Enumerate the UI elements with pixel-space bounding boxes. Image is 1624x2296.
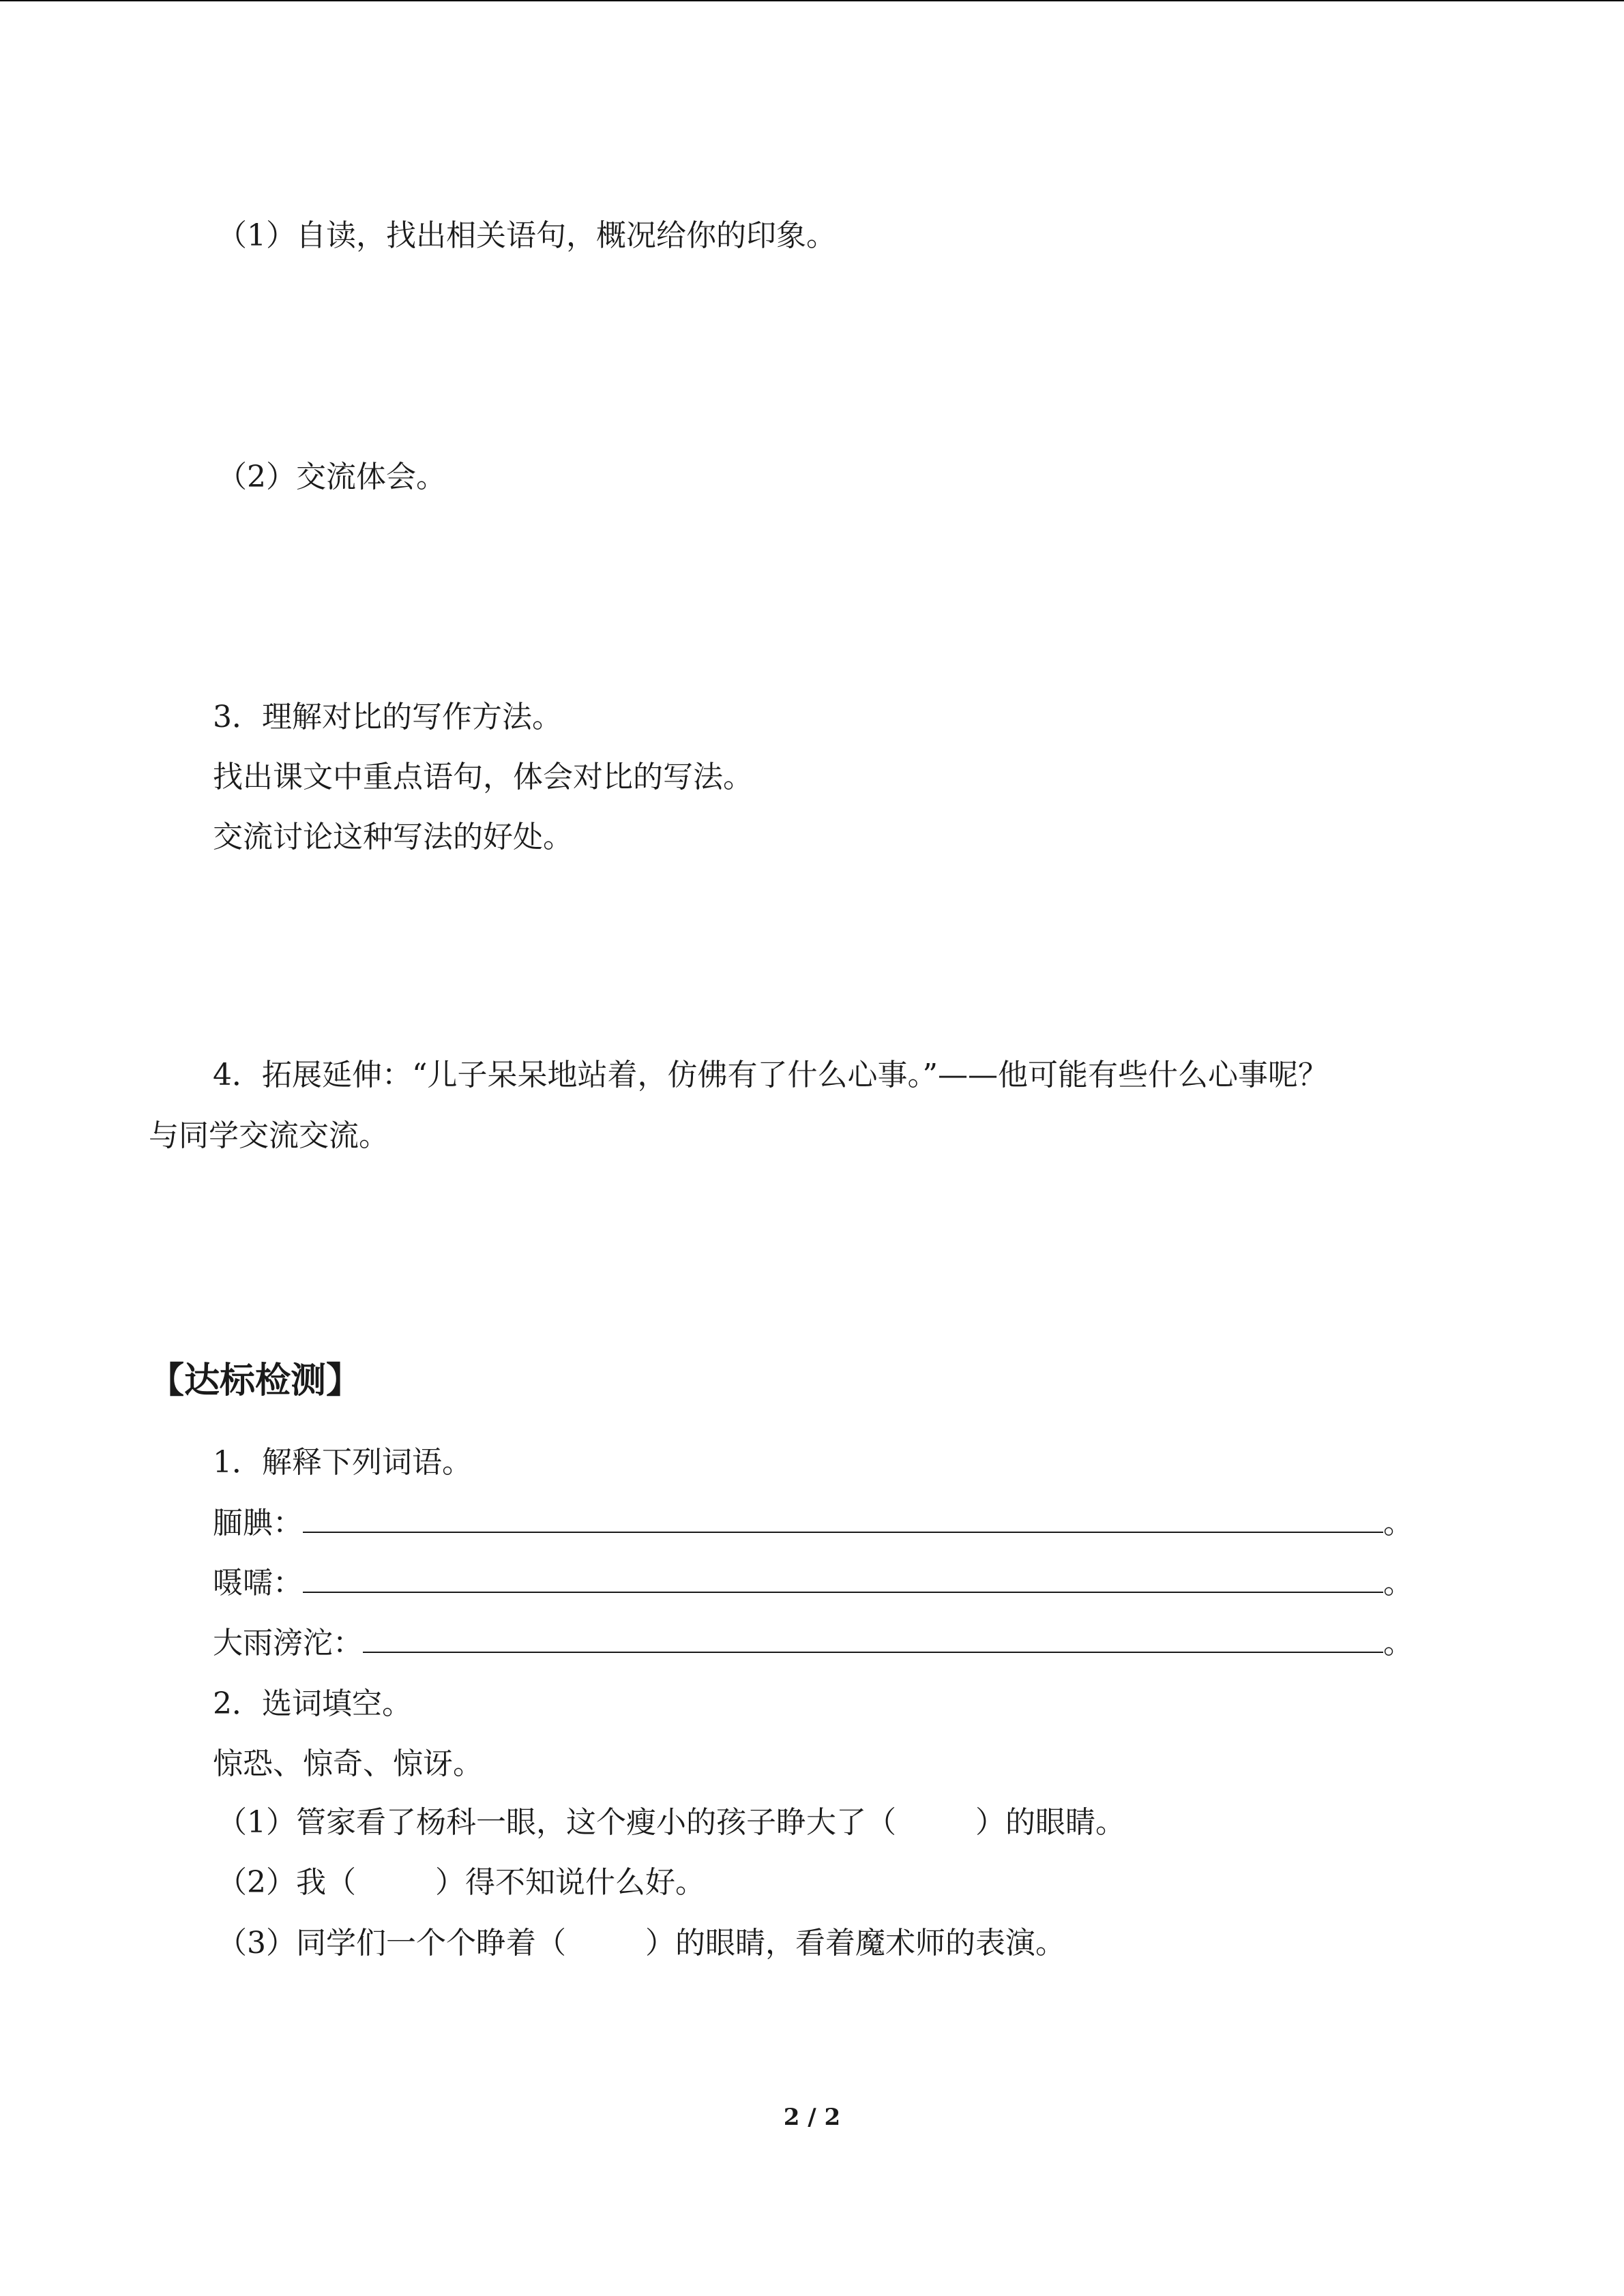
fill-sentence — [217, 1862, 705, 1903]
task-item-1: （1）自读，找出相关语句，概况给你的印象。 — [217, 218, 836, 253]
word-label: 大雨滂沱： — [213, 1626, 363, 1660]
question-1-title: 1．解释下列词语。 — [213, 1445, 472, 1480]
section-4-line-1: 4．拓展延伸：“儿子呆呆地站着，仿佛有了什么心事。”——他可能有些什么心事呢？ — [213, 1058, 1328, 1092]
word-label: 嗫嚅： — [213, 1566, 303, 1600]
fill-after: ）得不知说什么好。 — [435, 1865, 705, 1900]
fill-sentence — [217, 1802, 1125, 1843]
word-row — [213, 1623, 1413, 1664]
fill-after: ）的眼睛。 — [975, 1805, 1125, 1840]
page-top-border — [0, 0, 1624, 1]
task-item-2: （2）交流体会。 — [217, 460, 446, 494]
word-row — [213, 1563, 1413, 1604]
section-4-line-2: 与同学交流交流。 — [149, 1118, 389, 1153]
question-2-title: 2．选词填空。 — [213, 1686, 412, 1721]
word-label: 腼腆： — [213, 1506, 303, 1540]
page-number: 2 / 2 — [783, 2104, 841, 2131]
answer-blank[interactable] — [363, 1624, 1383, 1653]
section-3-line-2: 交流讨论这种写法的好处。 — [213, 820, 573, 854]
check-heading: 【达标检测】 — [149, 1360, 362, 1401]
answer-blank[interactable] — [303, 1564, 1383, 1593]
word-options: 惊恐、惊奇、惊讶。 — [213, 1746, 483, 1781]
fill-sentence — [217, 1923, 1065, 1964]
word-end: 。 — [1383, 1566, 1413, 1600]
word-end: 。 — [1383, 1506, 1413, 1540]
word-end: 。 — [1383, 1626, 1413, 1660]
answer-blank[interactable] — [303, 1504, 1383, 1533]
fill-before: （3）同学们一个个睁着（ — [217, 1926, 566, 1960]
section-3-line-1: 找出课文中重点语句，体会对比的写法。 — [213, 760, 753, 794]
fill-after: ）的眼睛，看着魔术师的表演。 — [645, 1926, 1065, 1960]
fill-before: （1）管家看了杨科一眼，这个瘦小的孩子睁大了（ — [217, 1805, 896, 1840]
fill-before: （2）我（ — [217, 1865, 356, 1900]
word-row — [213, 1503, 1413, 1544]
section-3-title: 3．理解对比的写作方法。 — [213, 700, 562, 734]
